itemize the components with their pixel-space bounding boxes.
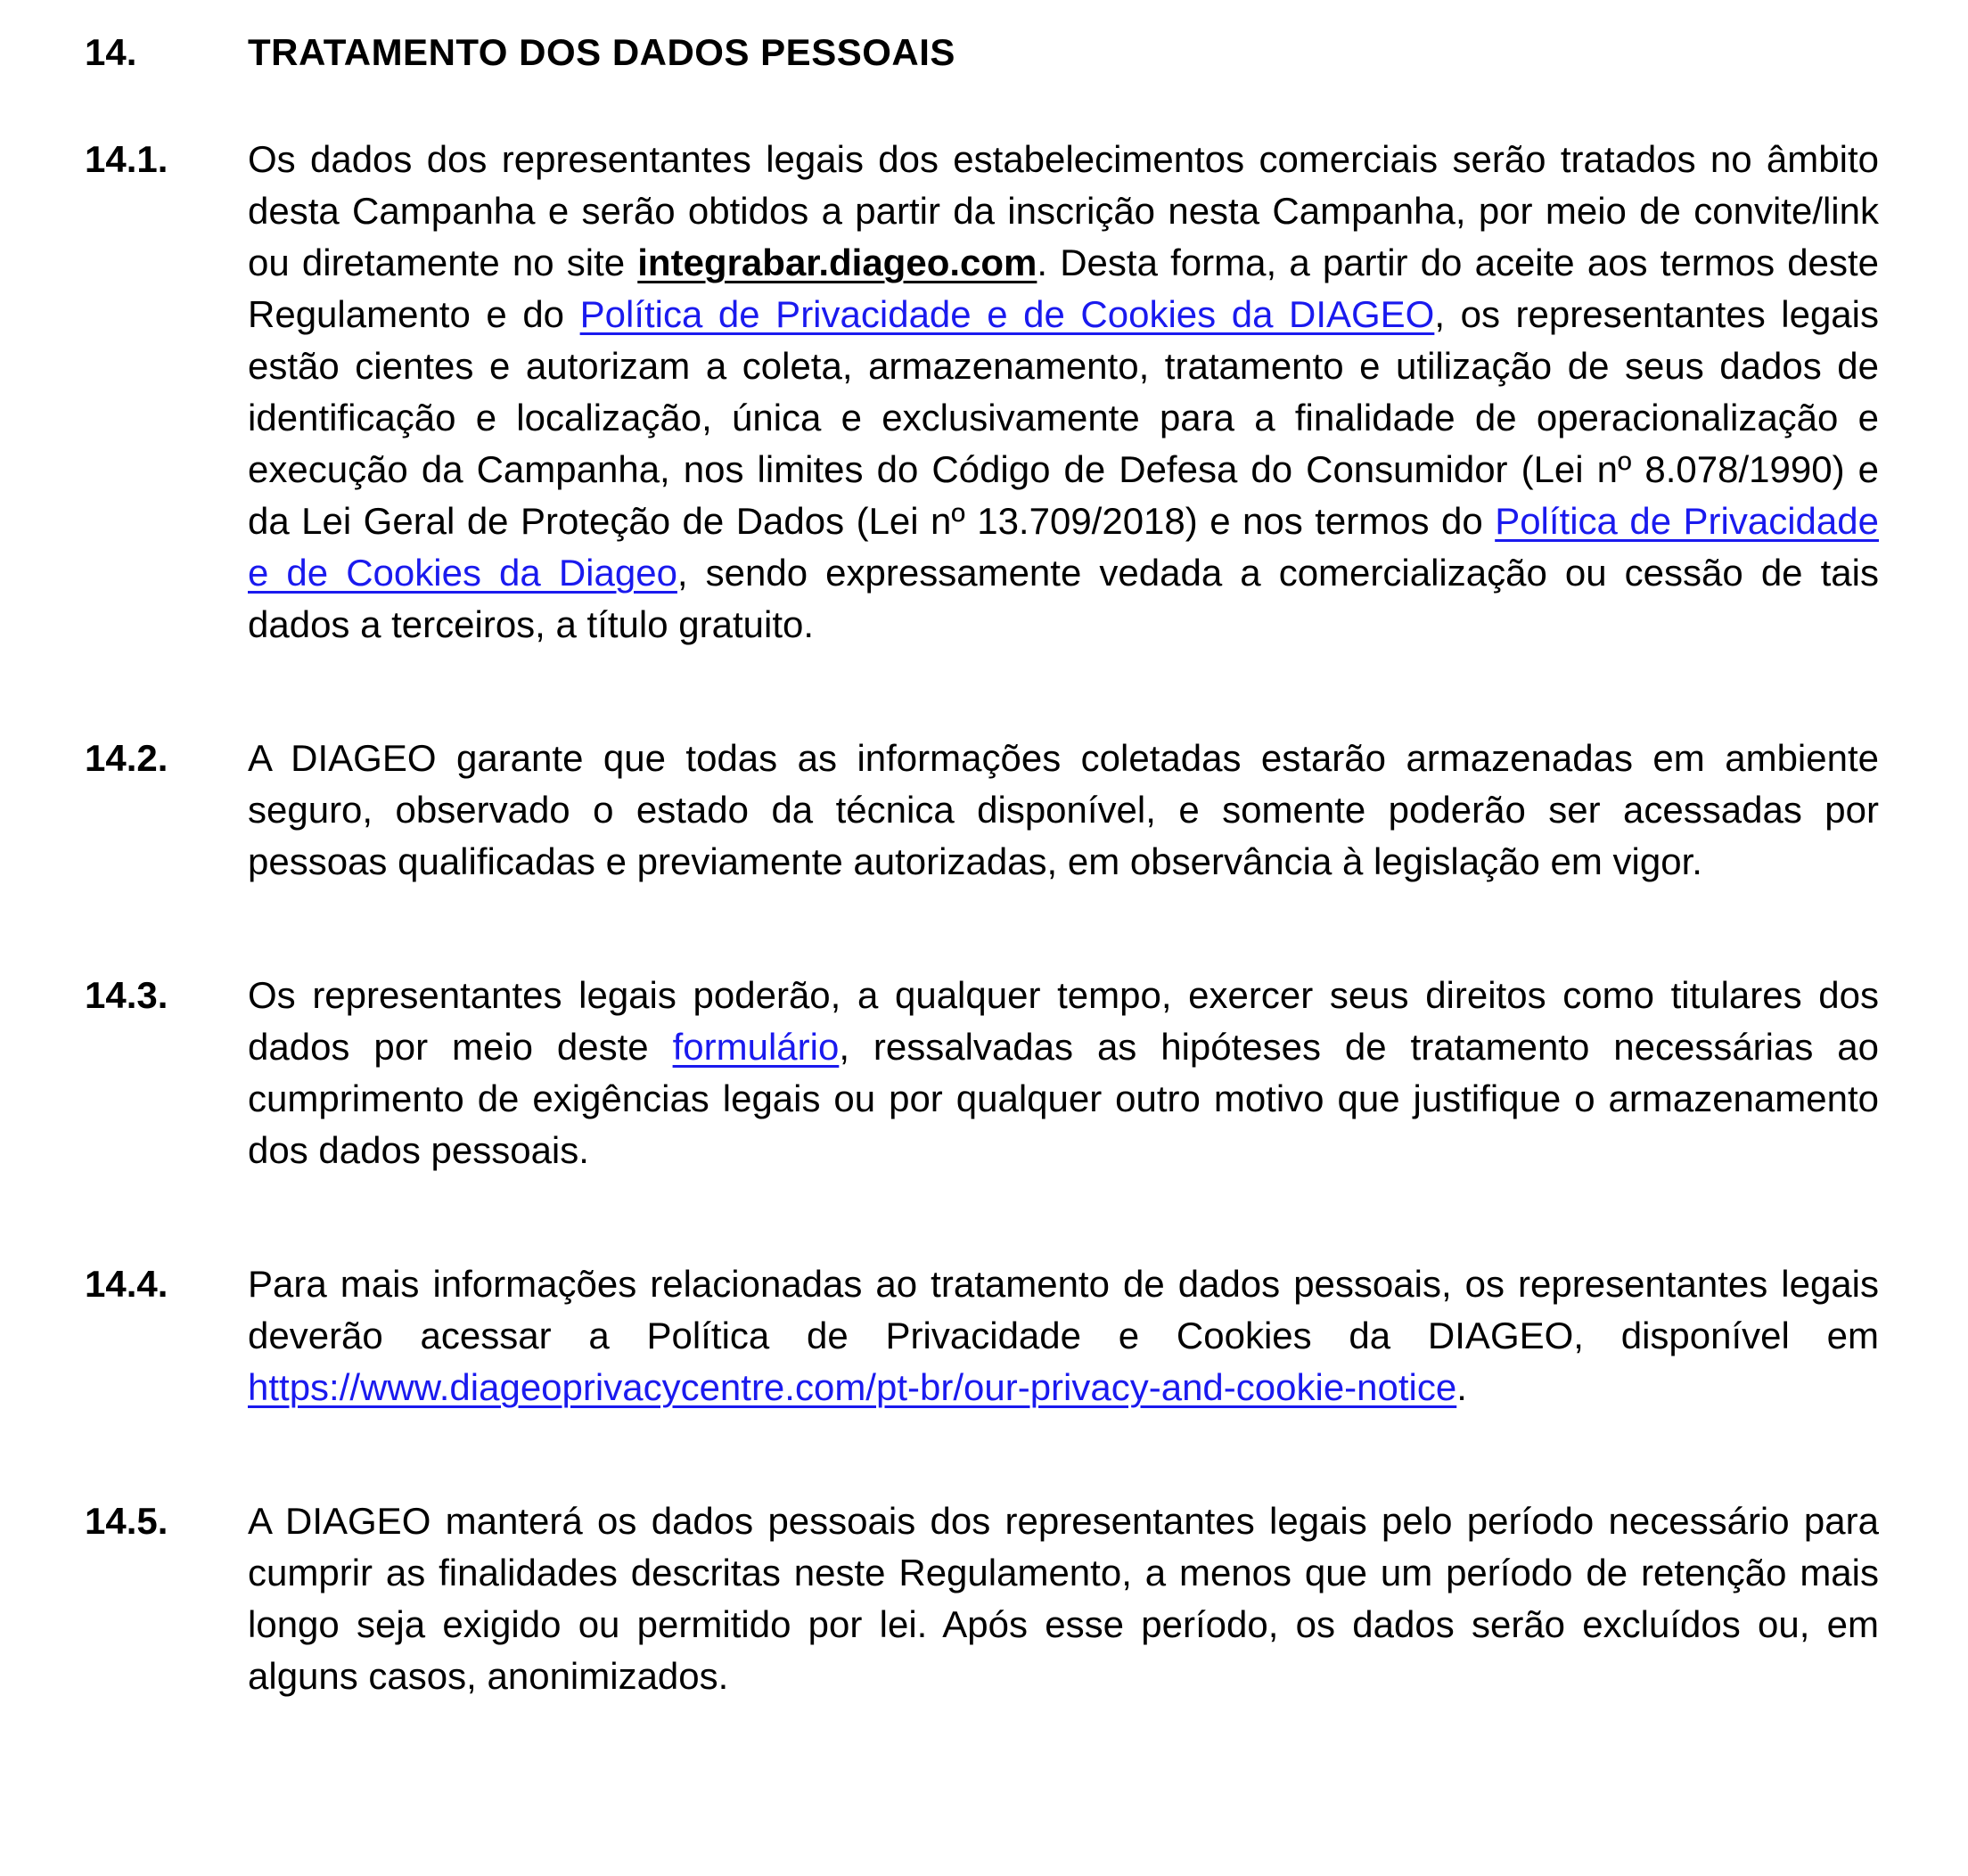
page-title: TRATAMENTO DOS DADOS PESSOAIS: [248, 31, 955, 73]
clause-number: 14.4.: [85, 1263, 168, 1305]
site-integrabar: integrabar.diageo.com: [637, 242, 1037, 283]
text-run: A DIAGEO garante que todas as informações coletadas estarão armazenadas em ambiente seguro, observado o estado da técnica disponível, e somente poderão ser acessadas por pessoas qualificadas e previamente autorizadas, em observância à legislação em vigor.: [248, 737, 1879, 882]
clause-number: 14.1.: [85, 138, 168, 180]
text-run: , sendo expressamente vedada a comercialização ou cessão de tais dados a terceiros, a título gratuito.: [248, 552, 1879, 645]
link-diageo-privacy-centre-url[interactable]: https://www.diageoprivacycentre.com/pt-br/our-privacy-and-cookie-notice: [248, 1366, 1457, 1408]
section-14-4: [85, 1258, 1879, 1413]
section-heading: [85, 27, 1879, 78]
text-run: . Desta forma, a partir do aceite aos termos deste Regulamento e do: [248, 242, 1879, 335]
clause-number: 14.3.: [85, 974, 168, 1016]
section-14-1: [85, 134, 1879, 651]
clause-text: [248, 733, 1879, 888]
text-run: Os representantes legais poderão, a qualquer tempo, exercer seus direitos como titulares dos dados por meio deste: [248, 974, 1879, 1068]
clause-number: 14.2.: [85, 737, 168, 779]
text-run: Para mais informações relacionadas ao tratamento de dados pessoais, os representantes legais deverão acessar a Política de Privacidade e Cookies da DIAGEO, disponível em: [248, 1263, 1879, 1356]
clause-text: [248, 134, 1879, 651]
section-14-5: [85, 1495, 1879, 1702]
clause-number: 14.5.: [85, 1500, 168, 1542]
text-run: .: [1456, 1366, 1467, 1408]
text-run: , ressalvadas as hipóteses de tratamento necessárias ao cumprimento de exigências legais ou por qualquer outro motivo que justifique o armazenamento dos dados pessoais.: [248, 1026, 1879, 1171]
clause-text: [248, 970, 1879, 1176]
link-politica-privacidade-cookies-diageo-1[interactable]: Política de Privacidade e de Cookies da DIAGEO: [579, 293, 1435, 335]
link-formulario[interactable]: formulário: [672, 1026, 840, 1068]
text-run: A DIAGEO manterá os dados pessoais dos representantes legais pelo período necessário para cumprir as finalidades descritas neste Regulamento, a menos que um período de retenção mais longo seja exigido ou permitido por lei. Após esse período, os dados serão excluídos ou, em alguns casos, anonimizados.: [248, 1500, 1879, 1697]
link-politica-privacidade-cookies-diageo-2[interactable]: Política de Privacidade e de Cookies da Diageo: [248, 500, 1879, 594]
section-14-2: [85, 733, 1879, 888]
clause-text: [248, 1495, 1879, 1702]
clause-text: [248, 1258, 1879, 1413]
section-14-3: [85, 970, 1879, 1176]
text-run: Os dados dos representantes legais dos estabelecimentos comerciais serão tratados no âmbito desta Campanha e serão obtidos a partir da inscrição nesta Campanha, por meio de convite/link ou diretamente no site: [248, 138, 1879, 283]
text-run: , os representantes legais estão cientes e autorizam a coleta, armazenamento, tratamento e utilização de seus dados de identificação e localização, única e exclusivamente para a finalidade de operacionalização e execução da Campanha, nos limites do Código de Defesa do Consumidor (Lei nº 8.078/1990) e da Lei Geral de Proteção de Dados (Lei nº 13.709/2018) e nos termos do: [248, 293, 1879, 542]
heading-number: 14.: [85, 31, 137, 73]
